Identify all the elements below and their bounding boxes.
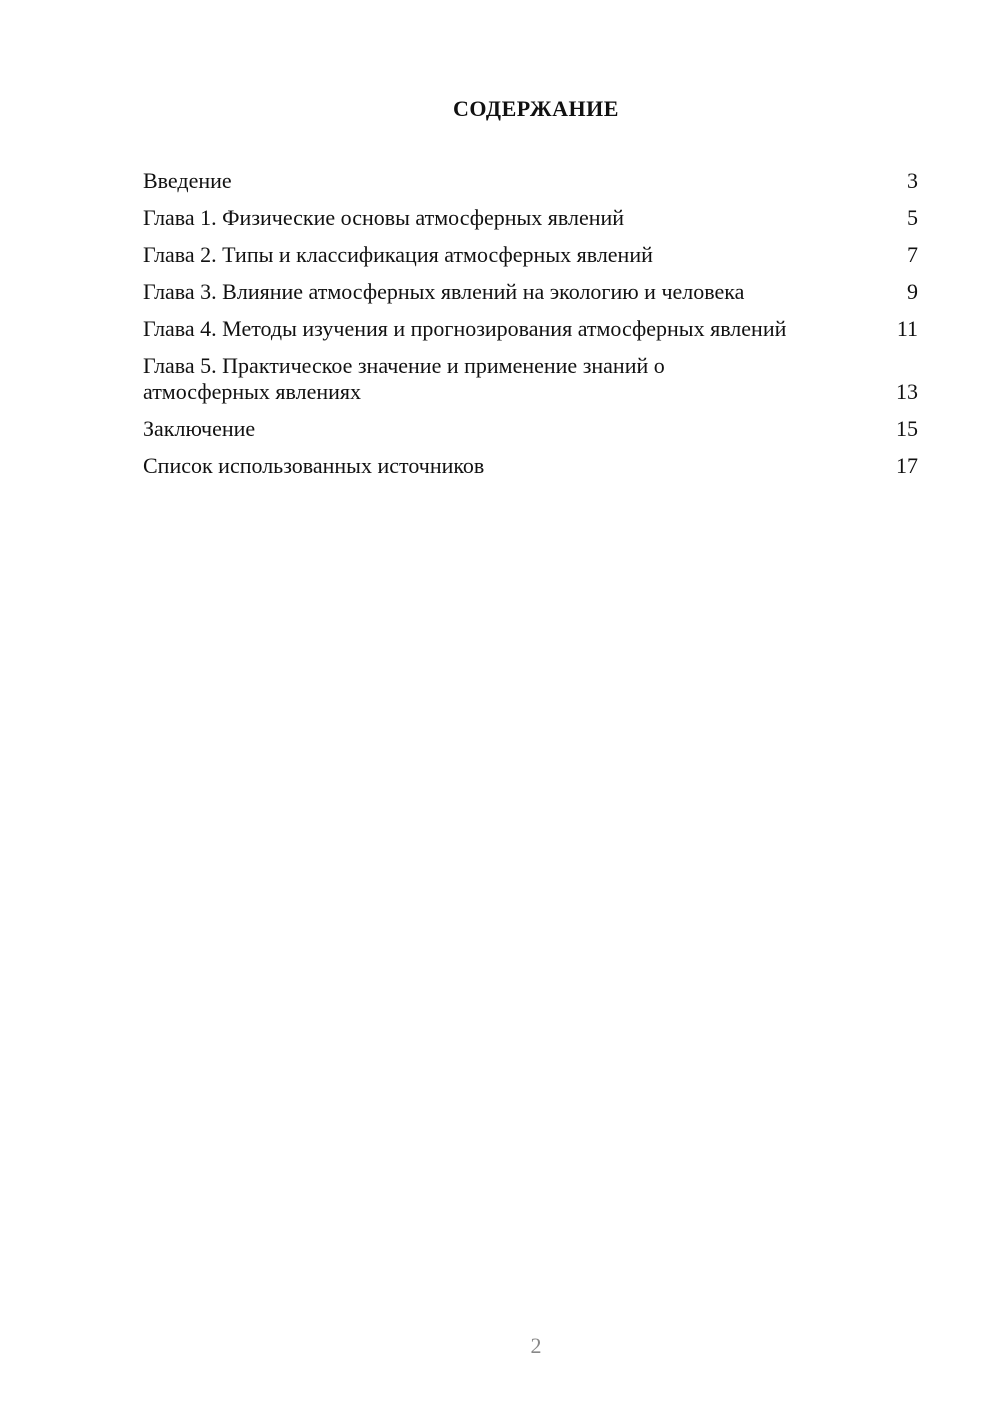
toc-entry-references[interactable] (143, 453, 918, 479)
page-title: СОДЕРЖАНИЕ (453, 96, 619, 121)
toc-entry-text: Глава 5. Практическое значение и применение знаний о атмосферных явлениях (143, 353, 665, 404)
toc-entry-chapter-3[interactable] (143, 279, 918, 305)
toc-entry-chapter-5[interactable] (143, 353, 918, 405)
toc-entry-chapter-1[interactable] (143, 205, 918, 231)
toc-entry-page: 17 (896, 453, 918, 478)
toc-entry-page: 5 (907, 205, 918, 230)
toc-entry-page: 13 (896, 379, 918, 404)
toc-entry-page: 15 (896, 416, 918, 441)
toc-entry-text: Глава 2. Типы и классификация атмосферных явлений (143, 242, 653, 267)
toc-entry-introduction[interactable] (143, 168, 918, 194)
toc-entry-chapter-4[interactable] (143, 316, 918, 342)
page-number: 2 (530, 1333, 542, 1358)
toc-entry-page: 11 (896, 316, 918, 341)
toc-entry-text: Глава 1. Физические основы атмосферных явлений (143, 205, 625, 230)
toc-entry-text: Заключение (143, 416, 256, 441)
toc-entry-chapter-2[interactable] (143, 242, 918, 268)
table-of-contents (143, 168, 918, 490)
toc-entry-page: 9 (907, 279, 918, 304)
toc-entry-conclusion[interactable] (143, 416, 918, 442)
toc-entry-text: Введение (143, 168, 232, 193)
toc-entry-page: 3 (907, 168, 918, 193)
toc-entry-page: 7 (907, 242, 918, 267)
toc-entry-text: Список использованных источников (143, 453, 485, 478)
toc-entry-text: Глава 4. Методы изучения и прогнозирования атмосферных явлений (143, 316, 787, 341)
toc-entry-text: Глава 3. Влияние атмосферных явлений на экологию и человека (143, 279, 745, 304)
